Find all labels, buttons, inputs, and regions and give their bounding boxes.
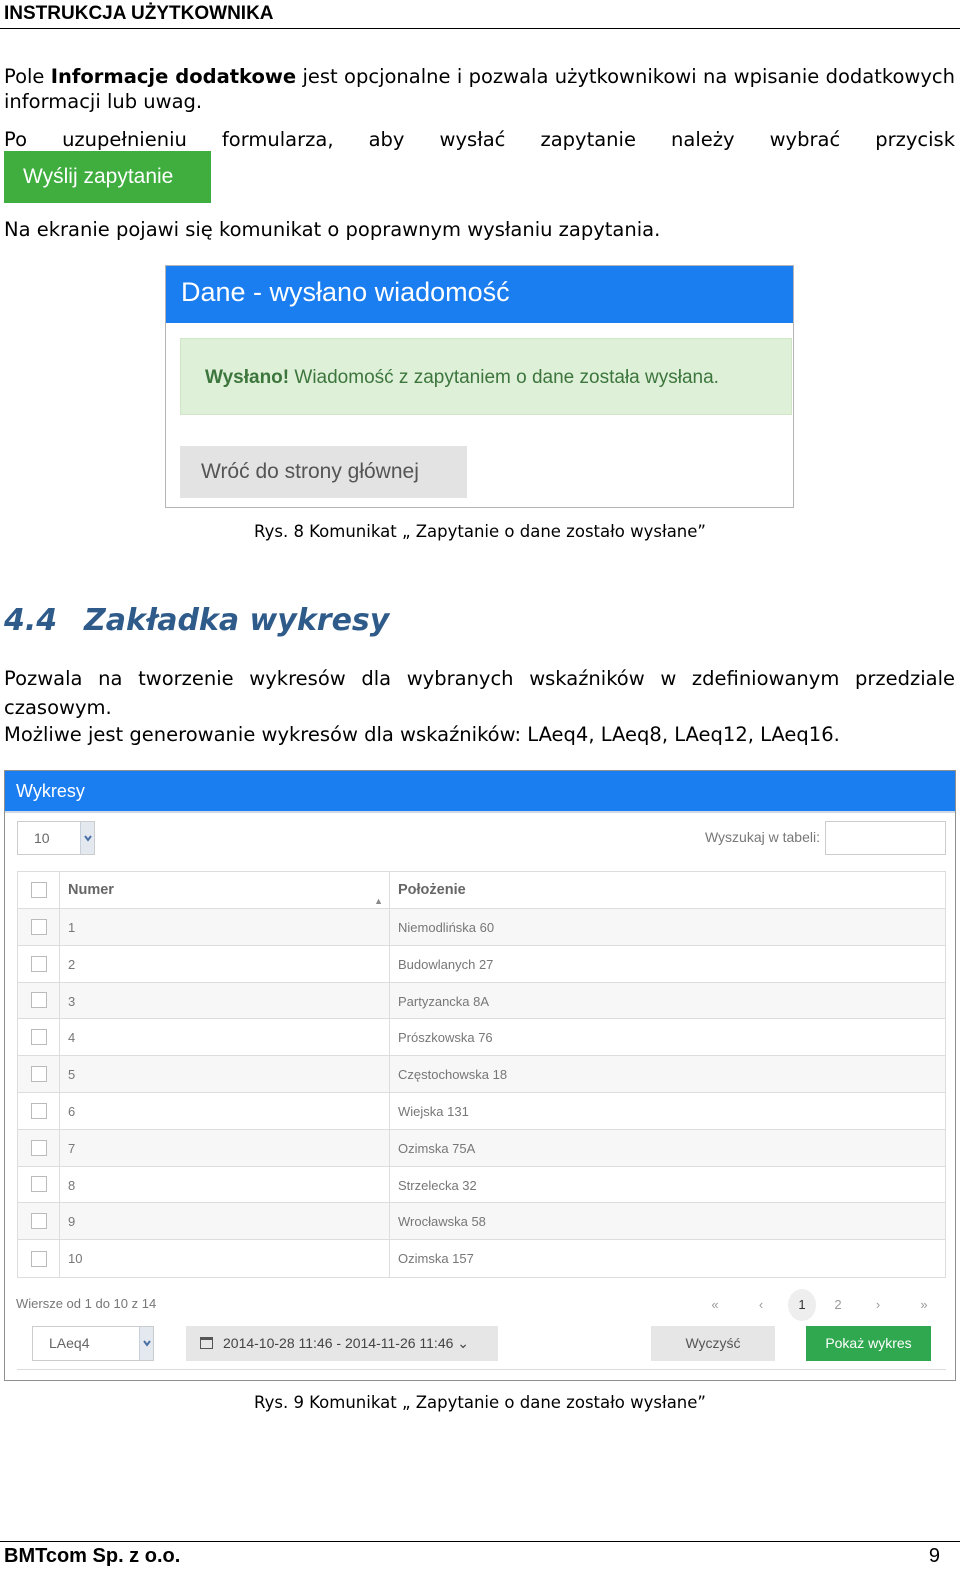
paragraph-additional-info: Pole Informacje dodatkowe jest opcjonalne i pozwala użytkownikowi na wpisanie dodatkowych informacji lub uwag. (4, 65, 955, 113)
row-checkbox[interactable] (31, 1140, 47, 1156)
locations-table (17, 871, 946, 1278)
row-checkbox[interactable] (31, 1066, 47, 1082)
success-alert: Wysłano! Wiadomość z zapytaniem o dane została wysłana. (180, 338, 792, 415)
pager-prev-icon[interactable]: ‹ (758, 1297, 764, 1312)
search-input[interactable] (825, 821, 946, 855)
indicator-select[interactable]: LAeq4 (32, 1326, 154, 1361)
row-checkbox[interactable] (31, 956, 47, 972)
chevron-down-icon: ⌄ (453, 1335, 470, 1351)
chevron-down-icon (139, 1327, 153, 1360)
sent-message-modal (165, 265, 794, 508)
search-label: Wyszukaj w tabeli: (704, 829, 820, 845)
pager-first-icon[interactable]: « (711, 1297, 719, 1312)
pager-page-2[interactable]: 2 (834, 1297, 842, 1312)
show-chart-button[interactable]: Pokaż wykres (806, 1326, 931, 1361)
send-request-button[interactable]: Wyślij zapytanie (4, 151, 211, 203)
table-row[interactable]: 3 Partyzancka 8A (18, 983, 945, 1020)
paragraph-send-instruction: Po uzupełnieniu formularza, aby wysłać zapytanie należy wybrać przycisk (4, 128, 955, 151)
clear-button[interactable]: Wyczyść (651, 1326, 775, 1361)
footer-divider (0, 1541, 960, 1542)
field-name-bold: Informacje dodatkowe (50, 65, 297, 88)
panel-title: Wykresy (5, 771, 955, 811)
figure-9-caption: Rys. 9 Komunikat „ Zapytanie o dane zostało wysłane” (254, 1393, 706, 1412)
sort-asc-icon: ▲ (374, 896, 383, 906)
document-header: INSTRUKCJA UŻYTKOWNIKA (4, 3, 274, 24)
row-checkbox[interactable] (31, 1103, 47, 1119)
select-all-checkbox[interactable] (31, 882, 47, 898)
paragraph-charts-description: Pozwala na tworzenie wykresów dla wybranych wskaźników w zdefiniowanym przedziale czasowym. (4, 667, 955, 719)
page-size-select[interactable]: 10 (17, 821, 95, 855)
table-row[interactable]: 4 Prószkowska 76 (18, 1019, 945, 1056)
header-divider (0, 28, 960, 29)
table-row[interactable]: 9 Wrocławska 58 (18, 1203, 945, 1240)
date-range-picker[interactable]: 2014-10-28 11:46 - 2014-11-26 11:46 ⌄ (186, 1326, 498, 1361)
calendar-icon (200, 1337, 213, 1349)
table-row[interactable]: 2 Budowlanych 27 (18, 946, 945, 983)
column-header-polozenie[interactable]: Położenie (398, 882, 466, 898)
paragraph-confirmation: Na ekranie pojawi się komunikat o poprawnym wysłaniu zapytania. (4, 218, 661, 241)
row-checkbox[interactable] (31, 1213, 47, 1229)
pager-last-icon[interactable]: » (920, 1297, 928, 1312)
panel-bottom-divider (17, 1369, 946, 1370)
table-row[interactable]: 5 Częstochowska 18 (18, 1056, 945, 1093)
section-heading: 4.4 Zakładka wykresy (4, 603, 390, 638)
table-row[interactable]: 1 Niemodlińska 60 (18, 909, 945, 946)
rows-info: Wiersze od 1 do 10 z 14 (16, 1296, 157, 1311)
table-row[interactable]: 10 Ozimska 157 (18, 1240, 945, 1277)
table-row[interactable]: 6 Wiejska 131 (18, 1093, 945, 1130)
footer-company: BMTcom Sp. z o.o. (4, 1545, 181, 1567)
row-checkbox[interactable] (31, 1029, 47, 1045)
table-row[interactable]: 8 Strzelecka 32 (18, 1167, 945, 1204)
row-checkbox[interactable] (31, 919, 47, 935)
chevron-down-icon (80, 822, 94, 854)
figure-8-caption: Rys. 8 Komunikat „ Zapytanie o dane zostało wysłane” (254, 522, 706, 541)
table-row[interactable]: 7 Ozimska 75A (18, 1130, 945, 1167)
paragraph-indicators: Możliwe jest generowanie wykresów dla wskaźników: LAeq4, LAeq8, LAeq12, LAeq16. (4, 723, 840, 746)
table-header-row (18, 872, 945, 909)
pager-next-icon[interactable]: › (875, 1297, 881, 1312)
row-checkbox[interactable] (31, 1251, 47, 1267)
pager-page-1[interactable]: 1 (788, 1289, 816, 1321)
panel-header-divider (5, 811, 955, 813)
row-checkbox[interactable] (31, 1176, 47, 1192)
back-to-home-button[interactable]: Wróć do strony głównej (180, 446, 467, 498)
row-checkbox[interactable] (31, 992, 47, 1008)
page-number: 9 (928, 1545, 940, 1567)
column-header-numer[interactable]: Numer ▲ (60, 872, 390, 908)
charts-panel (4, 770, 956, 1381)
modal-title: Dane - wysłano wiadomość (166, 266, 793, 323)
